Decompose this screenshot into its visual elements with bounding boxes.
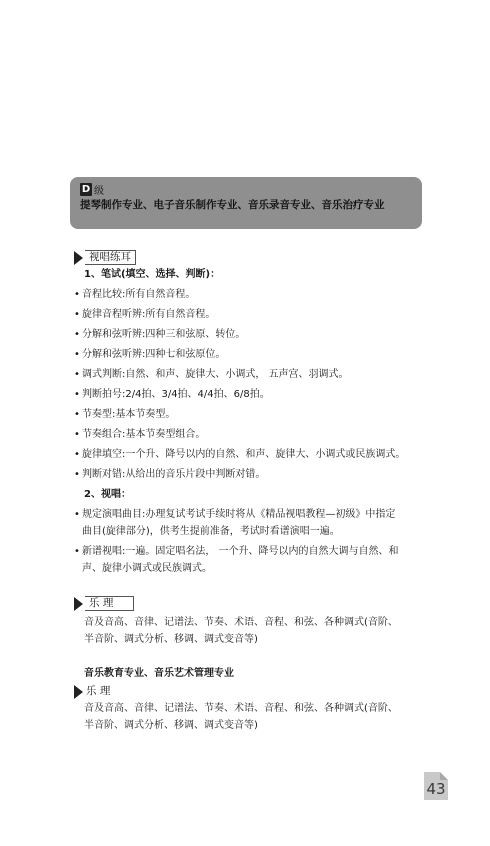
list-item: • 分解和弦听辨:四种三和弦原、转位。 bbox=[74, 328, 245, 342]
body-text: 半音阶、调式分析、移调、调式变音等) bbox=[84, 634, 258, 645]
part2-title: 2、视唱： bbox=[84, 489, 131, 500]
page-number: 43 bbox=[424, 772, 448, 800]
banner-majors: 提琴制作专业、电子音乐制作专业、音乐录音专业、音乐治疗专业 bbox=[80, 199, 385, 211]
body-text: 音及音高、音律、记谱法、节奏、术语、音程、和弦、各种调式(音阶、 bbox=[84, 703, 398, 714]
section-title: 乐 理 bbox=[85, 596, 134, 611]
section-heading-sight-singing bbox=[74, 250, 136, 265]
list-item: • 音程比较:所有自然音程。 bbox=[74, 288, 195, 302]
list-item-continuation: 曲目(旋律部分)，供考生提前准备，考试时看谱演唱一遍。 bbox=[82, 526, 340, 537]
triangle-marker-icon bbox=[74, 685, 83, 699]
triangle-marker-icon bbox=[74, 597, 83, 611]
section-title: 乐 理 bbox=[86, 685, 111, 697]
list-item: • 判断拍号:2/4拍、3/4拍、4/4拍、6/8拍。 bbox=[74, 388, 270, 402]
section-heading-music-theory-2 bbox=[74, 684, 114, 699]
body-text: 音及音高、音律、记谱法、节奏、术语、音程、和弦、各种调式(音阶、 bbox=[84, 617, 398, 628]
triangle-marker-icon bbox=[74, 251, 83, 265]
list-item: • 节奏型:基本节奏型。 bbox=[74, 408, 175, 422]
list-item-continuation: 声、旋律小调式或民族调式。 bbox=[82, 563, 212, 574]
level-letter-badge: D bbox=[81, 184, 91, 195]
majors-heading: 音乐教育专业、音乐艺术管理专业 bbox=[84, 668, 234, 679]
list-item: • 分解和弦听辨:四种七和弦原位。 bbox=[74, 348, 225, 362]
list-item: • 判断对错:从给出的音乐片段中判断对错。 bbox=[74, 468, 265, 482]
list-item: • 旋律填空:一个升、降号以内的自然、和声、旋律大、小调式或民族调式。 bbox=[74, 448, 405, 462]
list-item: • 新谱视唱:一遍。固定唱名法， 一个升、降号以内的自然大调与自然、和 bbox=[74, 545, 399, 559]
page-corner-fold-icon bbox=[440, 772, 448, 780]
list-item: • 旋律音程听辨:所有自然音程。 bbox=[74, 308, 215, 322]
major-banner bbox=[70, 177, 422, 229]
section-title: 视唱练耳 bbox=[85, 250, 136, 265]
list-item: • 规定演唱曲目:办理复试考试手续时将从《精品视唱教程—初级》中指定 bbox=[74, 508, 395, 522]
list-item: • 节奏组合:基本节奏型组合。 bbox=[74, 428, 205, 442]
level-suffix: 级 bbox=[94, 186, 104, 197]
part1-title: 1、笔试(填空、选择、判断)： bbox=[84, 269, 221, 280]
section-heading-music-theory bbox=[74, 596, 134, 611]
body-text: 半音阶、调式分析、移调、调式变音等) bbox=[84, 720, 258, 731]
list-item: • 调式判断:自然、和声、旋律大、小调式， 五声宫、羽调式。 bbox=[74, 368, 349, 382]
level-label bbox=[80, 182, 104, 197]
